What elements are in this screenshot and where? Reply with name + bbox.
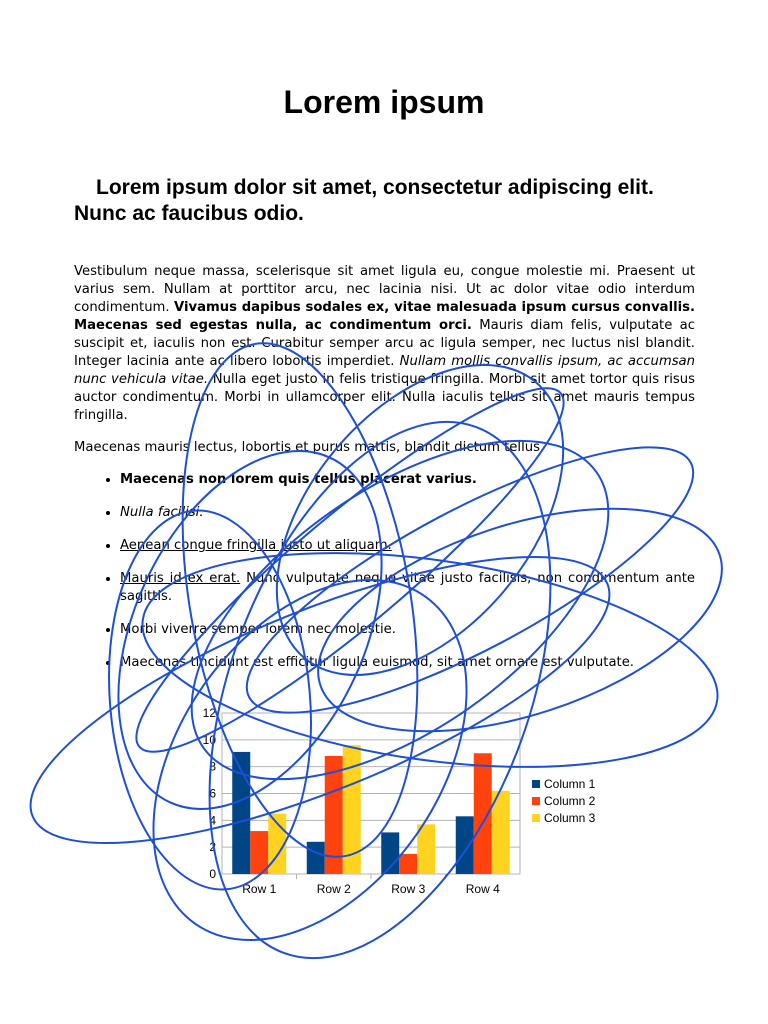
bar-chart: [190, 700, 630, 905]
document-title: Lorem ipsum: [283, 84, 485, 120]
paragraph-1-text-b: Mauris diam felis, vulputate ac suscipit et, iaculis non est. Curabitur semper arcu ac ligula semper, nec luctus nisl blandit. Integer lacinia ante ac libero lobortis imperdiet.: [74, 318, 696, 369]
bar: [492, 791, 510, 874]
legend-swatch: [532, 780, 540, 788]
y-tick-label: 6: [209, 786, 216, 801]
y-tick-label: 12: [202, 706, 216, 720]
bullet-6-text: Maecenas tincidunt est efficitur ligula euismod, sit amet ornare est vulputate.: [120, 655, 634, 670]
x-tick-label: Row 4: [465, 882, 500, 896]
paragraph-1-text-c: Nulla eget justo in felis tristique fringilla. Morbi sit amet tortor quis risus auctor condimentum. Morbi in ullamcorper elit. Nulla iaculis tellus sit amet mauris tempus fringilla.: [74, 372, 695, 423]
bullet-list: [74, 471, 695, 672]
list-item: [120, 621, 695, 639]
legend-label: Column 2: [544, 794, 596, 808]
y-tick-label: 10: [202, 732, 216, 747]
legend-swatch: [532, 814, 540, 822]
bar: [307, 842, 325, 874]
list-item: [120, 654, 695, 672]
x-tick-label: Row 3: [391, 882, 426, 896]
list-item: [120, 570, 695, 606]
paragraph-1: [74, 263, 695, 425]
legend-label: Column 1: [544, 777, 596, 791]
list-item: [120, 471, 695, 489]
bar: [456, 816, 474, 874]
document-subtitle: Lorem ipsum dolor sit amet, consectetur adipiscing elit. Nunc ac faucibus odio.: [74, 176, 654, 225]
bar: [417, 824, 435, 874]
bar: [268, 814, 286, 874]
list-item: [120, 537, 695, 555]
bar: [399, 854, 417, 874]
paragraph-1-text-a: Vestibulum neque massa, scelerisque sit amet ligula eu, congue molestie mi. Praesent ut varius sem. Nullam at porttitor arcu, nec lacinia nisi. Ut ac dolor vitae odio interdum condimentum.: [74, 264, 695, 315]
y-tick-label: 8: [209, 759, 216, 774]
bullet-2-text: Nulla facilisi.: [120, 505, 204, 520]
bar: [232, 752, 250, 874]
bar: [381, 832, 399, 874]
bar: [250, 831, 268, 874]
bullet-4-text: Nunc vulputate neque vitae justo facilisis, non condimentum ante sagittis.: [120, 571, 695, 604]
document-body: [74, 263, 695, 687]
y-tick-label: 2: [209, 840, 216, 855]
paragraph-1-italic-text: Nullam mollis convallis ipsum, ac accumsan nunc vehicula vitae.: [74, 354, 696, 387]
x-tick-label: Row 2: [316, 882, 351, 896]
bar: [325, 756, 343, 874]
y-tick-label: 4: [209, 813, 216, 828]
paragraph-2: Maecenas mauris lectus, lobortis et purus mattis, blandit dictum tellus.: [74, 440, 545, 455]
x-tick-label: Row 1: [242, 882, 277, 896]
list-item: [120, 504, 695, 522]
bullet-5-text: Morbi viverra semper lorem nec molestie.: [120, 622, 396, 637]
bullet-3-text: Aenean congue fringilla justo ut aliquam.: [120, 538, 392, 553]
paragraph-1-bold-text: Vivamus dapibus sodales ex, vitae malesuada ipsum cursus convallis. Maecenas sed egestas nulla, ac condimentum orci.: [74, 300, 695, 333]
legend-swatch: [532, 797, 540, 805]
legend-label: Column 3: [544, 811, 596, 825]
bar: [474, 753, 492, 874]
y-tick-label: 0: [209, 867, 216, 881]
bar: [343, 745, 361, 874]
bullet-4-underlined-text: Mauris id ex erat.: [120, 571, 241, 586]
bullet-1-text: Maecenas non lorem quis tellus placerat varius.: [120, 472, 477, 487]
